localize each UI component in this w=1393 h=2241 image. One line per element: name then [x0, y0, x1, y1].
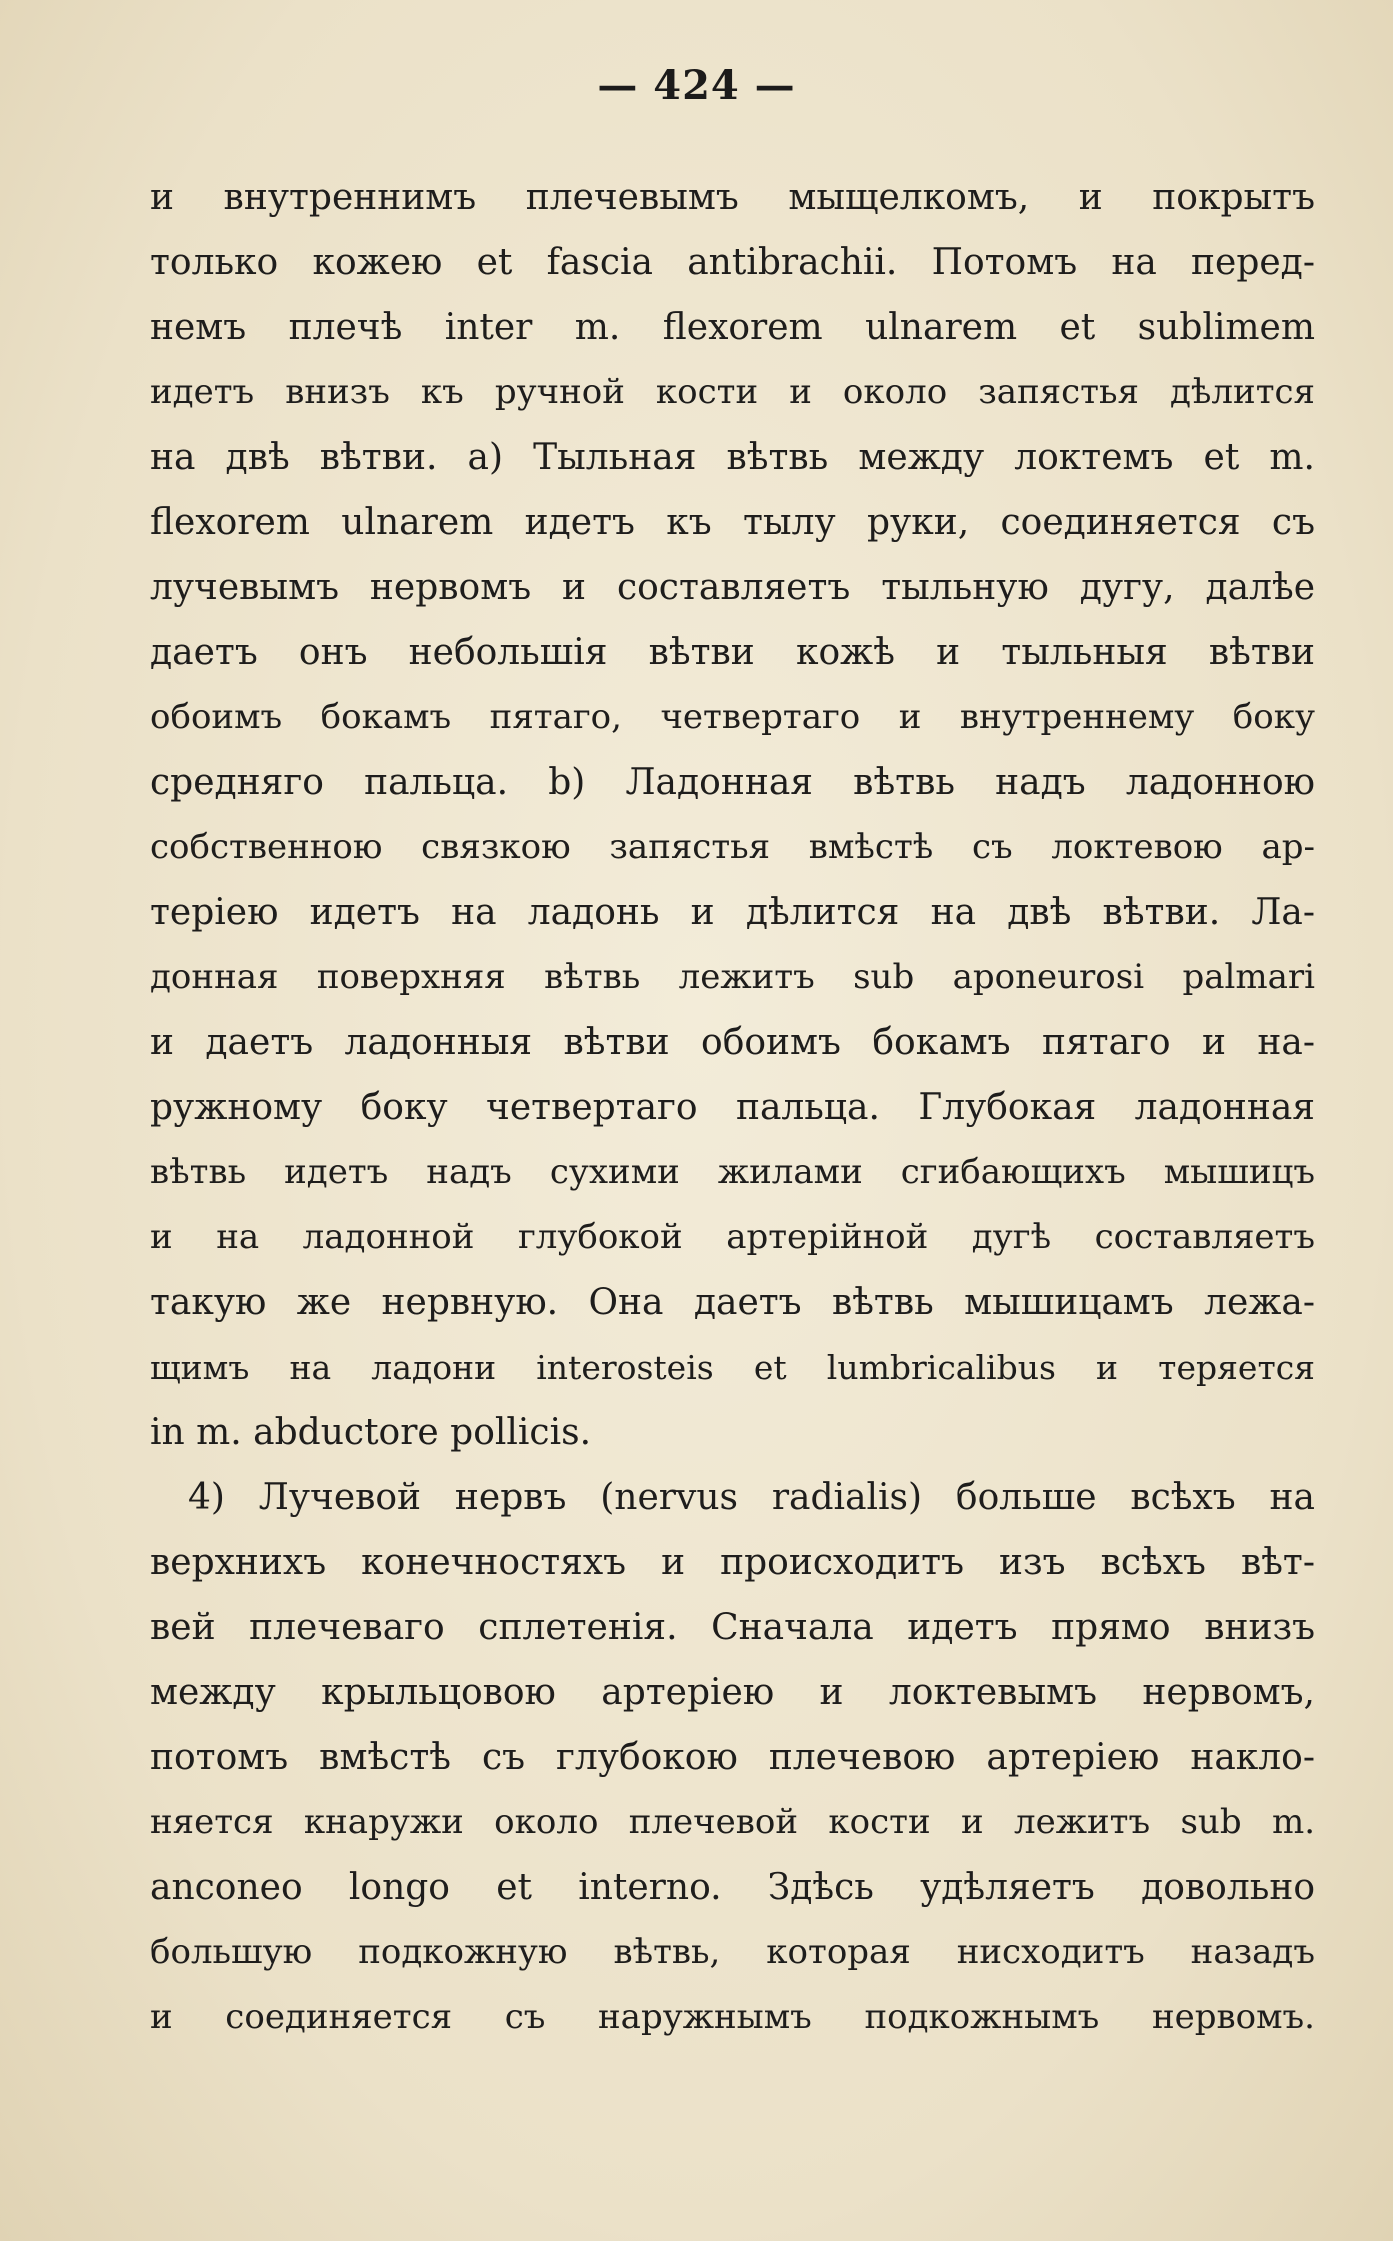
text-line: только кожею et fascia antibrachii. Потомъ на перед-	[150, 242, 1315, 283]
text-line: потомъ вмѣстѣ съ глубокою плечевою артеріею накло-	[150, 1737, 1315, 1778]
text-line: щимъ на ладони interosteis et lumbricalibus и теряется	[150, 1348, 1315, 1387]
text-line: такую же нервную. Она даетъ вѣтвь мышицамъ лежа-	[150, 1282, 1315, 1323]
text-line: anconeo longo et interno. Здѣсь удѣляетъ довольно	[150, 1867, 1315, 1908]
text-line: даетъ онъ небольшія вѣтви кожѣ и тыльныя вѣтви	[150, 632, 1315, 673]
text-line: вѣтвь идетъ надъ сухими жилами сгибающихъ мышицъ	[150, 1152, 1315, 1192]
text-line: flexorem ulnarem идетъ къ тылу руки, соединяется съ	[150, 502, 1315, 543]
text-line: и соединяется съ наружнымъ подкожнымъ нервомъ.	[150, 1997, 1315, 2037]
body-text	[150, 165, 1315, 2050]
text-line: обоимъ бокамъ пятаго, четвертаго и внутреннему боку	[150, 697, 1315, 737]
text-line: немъ плечѣ inter m. flexorem ulnarem et sublimem	[150, 307, 1315, 348]
text-line: собственною связкою запястья вмѣстѣ съ локтевою ар-	[150, 827, 1315, 867]
text-line: и даетъ ладонныя вѣтви обоимъ бокамъ пятаго и на-	[150, 1022, 1315, 1063]
text-line: верхнихъ конечностяхъ и происходитъ изъ всѣхъ вѣт-	[150, 1542, 1315, 1583]
text-line: и на ладонной глубокой артерійной дугѣ составляетъ	[150, 1217, 1315, 1257]
text-line: и внутреннимъ плечевымъ мыщелкомъ, и покрытъ	[150, 177, 1315, 218]
page-number: — 424 —	[597, 62, 796, 109]
text-line: средняго пальца. b) Ладонная вѣтвь надъ ладонною	[150, 762, 1315, 803]
text-line: донная поверхняя вѣтвь лежитъ sub aponeurosi palmari	[150, 957, 1315, 997]
text-line: няется кнаружи около плечевой кости и лежитъ sub m.	[150, 1802, 1315, 1842]
text-line: вей плечеваго сплетенія. Сначала идетъ прямо внизъ	[150, 1607, 1315, 1648]
text-line: 4) Лучевой нервъ (nervus radialis) больше всѣхъ на	[188, 1477, 1315, 1518]
text-line: между крыльцовою артеріею и локтевымъ нервомъ,	[150, 1672, 1315, 1713]
text-line: ружному боку четвертаго пальца. Глубокая ладонная	[150, 1087, 1315, 1128]
text-line: лучевымъ нервомъ и составляетъ тыльную дугу, далѣе	[150, 567, 1315, 608]
text-line: теріею идетъ на ладонь и дѣлится на двѣ вѣтви. Ла-	[150, 892, 1315, 933]
text-line: идетъ внизъ къ ручной кости и около запястья дѣлится	[150, 372, 1315, 412]
text-line: большую подкожную вѣтвь, которая нисходитъ назадъ	[150, 1932, 1315, 1972]
text-line: in m. abductore pollicis.	[150, 1412, 592, 1453]
text-line: на двѣ вѣтви. а) Тыльная вѣтвь между локтемъ et m.	[150, 437, 1315, 478]
